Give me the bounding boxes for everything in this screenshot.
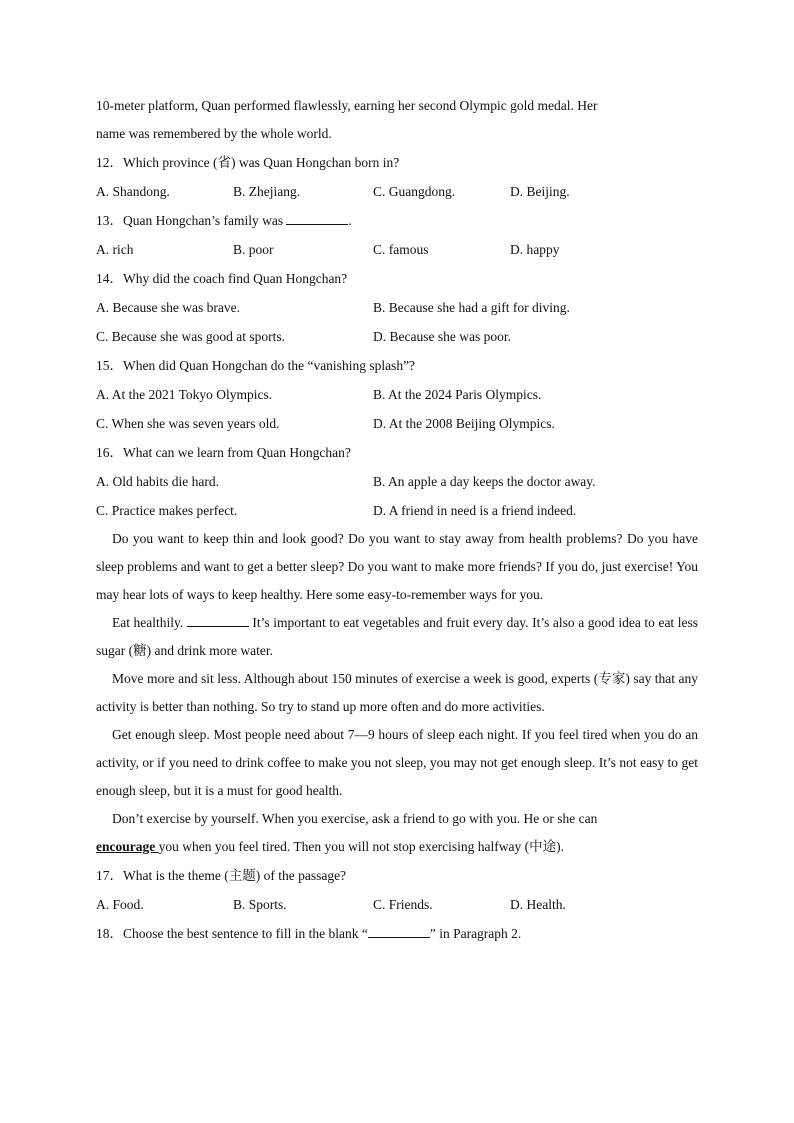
highlighted-word: encourage [96,839,159,854]
question-16-options-row1 [96,467,698,496]
quoted-blank [368,923,430,938]
passage-paragraph-1: Do you want to keep thin and look good? Do you want to stay away from health problems? Do you have sleep problems and want to get a better sleep? Do you want to make more friends? If you do, just exercise! You may hear lots of ways to keep healthy. Here some easy-to-remember ways for you. [96,531,698,602]
question-13 [96,206,698,235]
option-d[interactable]: D. A friend in need is a friend indeed. [373,503,577,518]
option-c[interactable]: C. Friends. [373,897,433,912]
paragraph-5-text-end: you when you feel tired. Then you will not stop exercising halfway (中途). [158,839,565,854]
passage-paragraph-4: Get enough sleep. Most people need about 7—9 hours of sleep each night. If you feel tired when you do an activity, or if you need to drink coffee to make you not sleep, you may not get enough sleep. It’s not easy to get enough sleep, but it is a must for good health. [96,727,698,798]
question-13-stem-end: . [348,213,352,228]
question-13-options [96,235,698,264]
question-16: 16．What can we learn from Quan Hongchan? [96,445,351,460]
question-17-options [96,890,698,919]
question-15-options-row2 [96,409,698,438]
option-d[interactable]: D. Health. [510,897,566,912]
option-a[interactable]: A. Shandong. [96,184,170,199]
question-14-options-row2 [96,322,698,351]
option-d[interactable]: D. At the 2008 Beijing Olympics. [373,416,555,431]
option-b[interactable]: B. Zhejiang. [233,184,301,199]
question-15: 15．When did Quan Hongchan do the “vanishing splash”? [96,358,416,373]
question-14-options-row1 [96,293,698,322]
option-c[interactable]: C. Guangdong. [373,184,456,199]
option-b[interactable]: B. Sports. [233,897,287,912]
question-17: 17．What is the theme (主题) of the passage? [96,868,347,883]
option-a[interactable]: A. rich [96,242,134,257]
question-18-stem-end: ” in Paragraph 2. [429,926,522,941]
option-d[interactable]: D. Beijing. [510,184,570,199]
option-d[interactable]: D. Because she was poor. [373,329,511,344]
option-c[interactable]: C. When she was seven years old. [96,416,280,431]
paragraph-2-text: It’s important to eat vegetables and fruit every day. It’s also a good idea to eat less sugar (糖) and drink more water. [96,615,698,658]
option-a[interactable]: A. Old habits die hard. [96,474,219,489]
option-b[interactable]: B. At the 2024 Paris Olympics. [373,387,542,402]
passage-text-line: name was remembered by the whole world. [96,126,332,141]
option-a[interactable]: A. Food. [96,897,144,912]
option-b[interactable]: B. Because she had a gift for diving. [373,300,570,315]
option-d[interactable]: D. happy [510,242,560,257]
paragraph-5-text: Don’t exercise by yourself. When you exercise, ask a friend to go with you. He or she can [112,811,598,826]
question-16-options-row2 [96,496,698,525]
question-13-stem: 13．Quan Hongchan’s family was [96,213,287,228]
answer-blank[interactable] [286,210,348,225]
option-a[interactable]: A. At the 2021 Tokyo Olympics. [96,387,273,402]
option-b[interactable]: B. An apple a day keeps the doctor away. [373,474,596,489]
exam-page [96,92,698,948]
passage-paragraph-5 [96,805,698,861]
option-b[interactable]: B. poor [233,242,274,257]
question-14: 14．Why did the coach find Quan Hongchan? [96,271,348,286]
passage-text-line: 10-meter platform, Quan performed flawlessly, earning her second Olympic gold medal. Her [96,98,598,113]
passage-paragraph-2 [96,609,698,665]
question-12: 12．Which province (省) was Quan Hongchan born in? [96,155,400,170]
question-12-options [96,177,698,206]
paragraph-2-heading: Eat healthily. [112,615,187,630]
option-c[interactable]: C. Practice makes perfect. [96,503,238,518]
paragraph-2-blank [187,612,249,627]
question-15-options-row1 [96,380,698,409]
passage-paragraph-3: Move more and sit less. Although about 150 minutes of exercise a week is good, experts (专家) say that any activity is better than nothing. So try to stand up more often and do more activities. [96,671,698,714]
question-18 [96,919,698,948]
option-c[interactable]: C. Because she was good at sports. [96,329,285,344]
option-a[interactable]: A. Because she was brave. [96,300,240,315]
option-c[interactable]: C. famous [373,242,429,257]
question-18-stem: 18．Choose the best sentence to fill in the blank “ [96,926,368,941]
